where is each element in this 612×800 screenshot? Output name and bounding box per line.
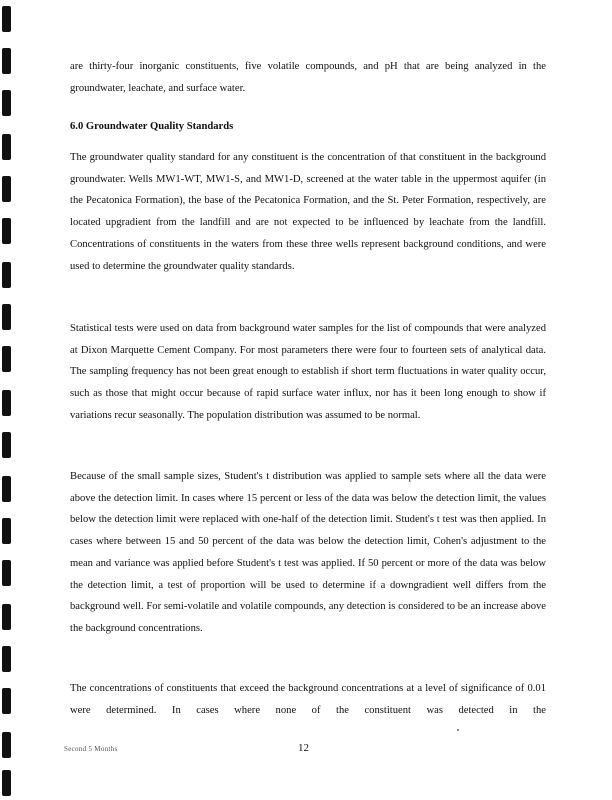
footer-report-label: Second 5 Months [64, 745, 118, 753]
paragraph-groundwater-standard: The groundwater quality standard for any constituent is the concentration of that constituent in the background groundwater. Wells MW1-WT, MW1-S, and MW1-D, screened at the water table in the uppermost aquifer (in the Pecatonica Formation), the base of the Pecatonica Formation, and the St. Peter Formation, respectively, are located upgradient from the landfill and are not expected to be influenced by leachate from the landfill. Concentrations of constituents in the waters from these three wells represent background conditions, and were used to determine the groundwater quality standards. [70, 152, 546, 272]
intro-paragraph: are thirty-four inorganic constituents, five volatile compounds, and pH that are being analyzed in the groundwater, leachate, and surface water. [70, 61, 546, 94]
scan-speck [457, 729, 459, 731]
page-number: 12 [298, 742, 309, 754]
section-heading: 6.0 Groundwater Quality Standards [70, 121, 234, 132]
paragraph-student-t: Because of the small sample sizes, Student's t distribution was applied to sample sets where all the data were above the detection limit. In cases where 15 percent or less of the data was below the detection limit, the values below the detection limit were replaced with one-half of the detection limit. Student's t test was then applied. In cases where between 15 and 50 percent of the data was below the detection limit, Cohen's adjustment to the mean and variance was applied before Student's t test was applied. If 50 percent or more of the data was below the detection limit, a test of proportion will be used to determine if a downgradient well differs from the background well. For semi-volatile and volatile compounds, any detection is considered to be an increase above the background concentrations. [70, 471, 546, 634]
paragraph-concentrations: The concentrations of constituents that exceed the background concentrations at a level of significance of 0.01 were determined. In cases where none of the constituent was detected in the [70, 683, 546, 716]
paragraph-statistical-tests: Statistical tests were used on data from background water samples for the list of compounds that were analyzed at Dixon Marquette Cement Company. For most parameters there were four to fourteen sets of analytical data. The sampling frequency has not been great enough to establish if short term fluctuations in water quality occur, such as those that might occur because of rapid surface water influx, nor has it been long enough to show if variations recur seasonally. The population distribution was assumed to be normal. [70, 323, 546, 421]
